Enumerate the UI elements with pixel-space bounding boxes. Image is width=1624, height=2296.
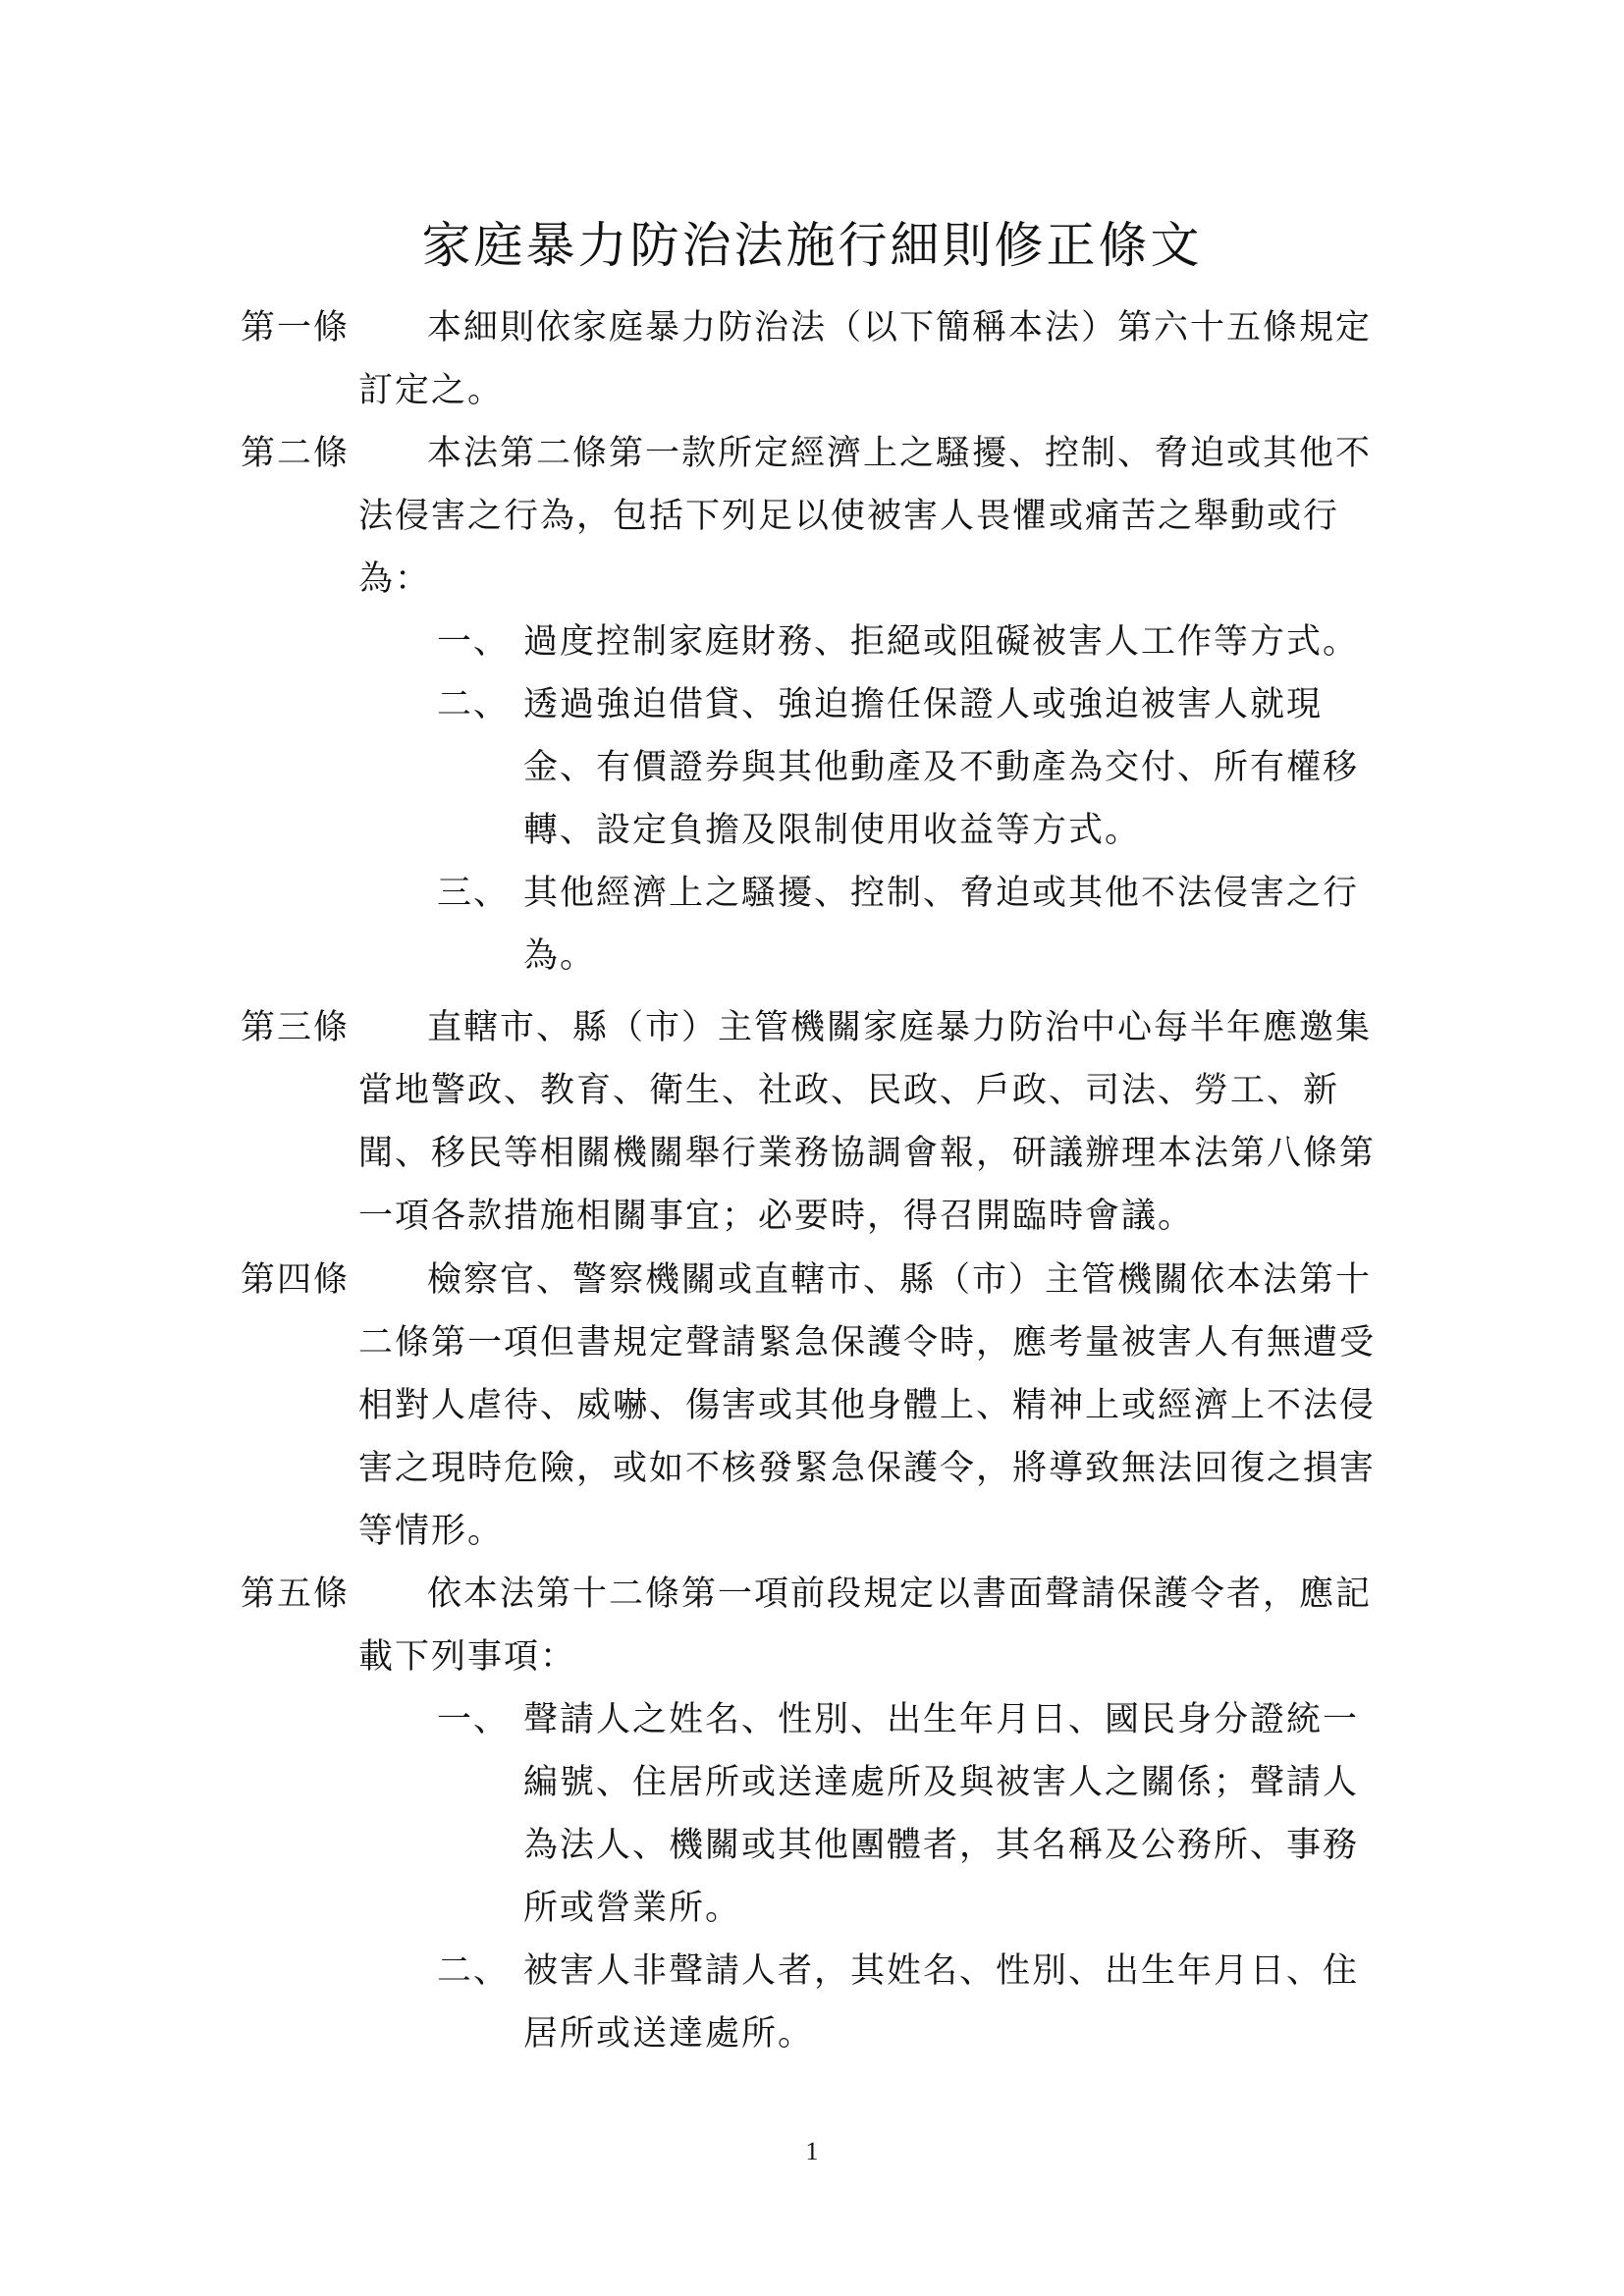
item-text: 其他經濟上之騷擾、控制、脅迫或其他不法侵害之行為。 (523, 874, 1360, 976)
article-2 (241, 422, 1394, 988)
article-body: 檢察官、警察機關或直轄市、縣（市）主管機關依本法第十二條第一項但書規定聲請緊急保護令時，應考量被害人有無遭受相對人虐待、威嚇、傷害或其他身體上、精神上或經濟上不法侵害之現時危險，或如不核發緊急保護令，將導致無法回復之損害等情形。 (358, 1260, 1377, 1551)
item-text: 被害人非聲請人者，其姓名、性別、出生年月日、住居所或送達處所。 (523, 1951, 1360, 2054)
item-text: 透過強迫借貸、強迫擔任保證人或強迫被害人就現金、有價證券與其他動產及不動產為交付、所有權移轉、設定負擔及限制使用收益等方式。 (523, 685, 1360, 850)
article-body: 依本法第十二條第一項前段規定以書面聲請保護令者，應記載下列事項： (358, 1575, 1373, 1677)
article-label: 第三條 (241, 1008, 351, 1047)
item-number: 一、 (437, 1700, 511, 1739)
list-item (437, 611, 1394, 673)
item-text: 過度控制家庭財務、拒絕或阻礙被害人工作等方式。 (523, 622, 1360, 662)
article-items (241, 611, 1394, 988)
article-label: 第一條 (241, 308, 351, 347)
article-items (241, 1688, 1394, 2065)
article-body: 本法第二條第一款所定經濟上之騷擾、控制、脅迫或其他不法侵害之行為，包括下列足以使被害人畏懼或痛苦之舉動或行為： (358, 434, 1373, 599)
article-5 (241, 1563, 1394, 2065)
article-label: 第四條 (241, 1260, 351, 1300)
article-label: 第五條 (241, 1575, 351, 1614)
item-number: 二、 (437, 1951, 511, 1991)
list-item (437, 862, 1394, 988)
article-body: 直轄市、縣（市）主管機關家庭暴力防治中心每半年應邀集當地警政、教育、衛生、社政、民政、戶政、司法、勞工、新聞、移民等相關機關舉行業務協調會報，研議辦理本法第八條第一項各款措施相關事宜；必要時，得召開臨時會議。 (358, 1008, 1377, 1236)
list-item (437, 1940, 1394, 2065)
article-4 (241, 1249, 1394, 1563)
article-3 (241, 996, 1394, 1248)
item-text: 聲請人之姓名、性別、出生年月日、國民身分證統一編號、住居所或送達處所及與被害人之關係；聲請人為法人、機關或其他團體者，其名稱及公務所、事務所或營業所。 (523, 1700, 1360, 1928)
article-label: 第二條 (241, 434, 351, 473)
document-title: 家庭暴力防治法施行細則修正條文 (421, 217, 1203, 274)
item-number: 二、 (437, 685, 511, 724)
page-number: 1 (805, 2137, 819, 2165)
item-number: 一、 (437, 622, 511, 662)
list-item (437, 1688, 1394, 1940)
list-item (437, 673, 1394, 862)
article-1 (241, 296, 1394, 422)
article-body: 本細則依家庭暴力防治法（以下簡稱本法）第六十五條規定訂定之。 (358, 308, 1373, 410)
item-number: 三、 (437, 874, 511, 913)
